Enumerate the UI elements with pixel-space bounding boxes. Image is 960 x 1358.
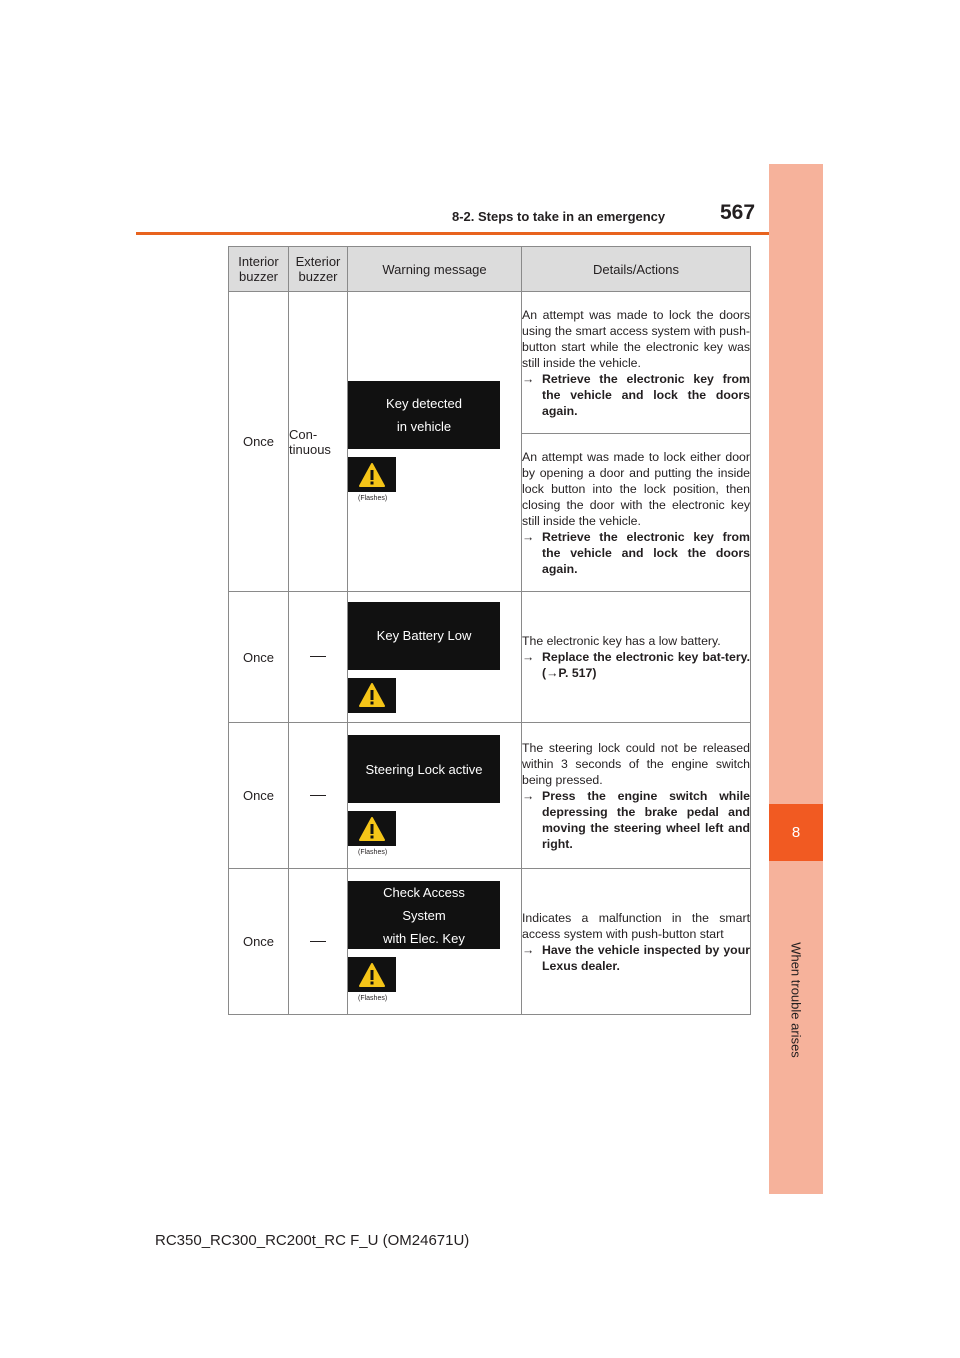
table-header-row [229,247,751,292]
action-line [522,529,750,577]
action-text: Retrieve the electronic key from the vehicle and lock the doors again. [542,529,750,576]
action-line [522,788,750,852]
details-cell [522,592,751,723]
details-text: An attempt was made to lock either door by opening a door and putting the inside lock button into the lock position, then closing the door with the electronic key still inside the vehicle. [522,449,750,528]
column-header-warning: Warning message [348,247,522,292]
warning-triangle-icon [348,678,396,713]
exterior-buzzer-cell [289,592,348,723]
arrow-icon: → [522,942,535,957]
arrow-icon: → [522,529,535,544]
exterior-buzzer-cell: Con-tinuous [289,292,348,592]
display-screen [348,381,500,449]
screen-text-line: Steering Lock active [365,761,483,777]
warning-table [228,246,751,1015]
action-text: Replace the electronic key bat-tery. (→P. 517) [542,650,750,680]
action-line [522,942,750,974]
arrow-icon: → [522,371,535,386]
interior-buzzer-cell: Once [229,292,289,592]
flashes-label: (Flashes) [358,995,388,1002]
details-text: An attempt was made to lock the doors using the smart access system with push-button start while the electronic key was still inside the vehicle. [522,307,750,370]
dash-mark [310,656,326,657]
header-divider [136,232,823,235]
section-header: 8-2. Steps to take in an emergency [452,209,666,224]
screen-text-line: in vehicle [396,419,452,434]
screen-text-line: with Elec. Key [383,930,465,946]
column-header-interior: Interior buzzer [229,247,289,292]
column-header-details: Details/Actions [522,247,751,292]
action-line [522,649,750,681]
interior-buzzer-cell: Once [229,723,289,869]
model-code-footer: RC350_RC300_RC200t_RC F_U (OM24671U) [155,1232,470,1249]
interior-buzzer-cell: Once [229,869,289,1015]
warning-triangle-icon [348,957,396,992]
dash-mark [310,795,326,796]
flashes-label: (Flashes) [358,495,388,502]
exterior-buzzer-cell [289,723,348,869]
table-row [229,592,751,723]
warning-message-cell [348,869,522,1015]
display-screen [348,881,500,949]
warning-message-cell [348,592,522,723]
screen-text-line: Key detected [386,396,462,411]
details-cell [522,869,751,1015]
chapter-title: When trouble arises [788,942,804,1058]
action-text: Press the engine switch while depressing the brake pedal and moving the steering wheel left and right. [542,788,750,851]
exterior-buzzer-cell [289,869,348,1015]
arrow-icon: → [522,650,535,664]
warning-message-cell [348,292,522,592]
table-row [229,869,751,1015]
flashes-label: (Flashes) [358,849,388,856]
warning-message-cell [348,723,522,869]
screen-text-line: Check Access [383,884,465,900]
action-text: Have the vehicle inspected by your Lexus dealer. [542,942,750,973]
details-text: Indicates a malfunction in the smart access system with push-button start [522,910,750,941]
display-screen [348,602,500,670]
details-cell [522,434,751,592]
warning-triangle-icon [348,811,396,846]
column-header-exterior: Exterior buzzer [289,247,348,292]
page-number: 567 [720,201,756,224]
screen-text-line: Key Battery Low [376,628,472,643]
warning-triangle-icon [348,457,396,492]
details-text: The electronic key has a low battery. [522,634,721,648]
table-row [229,723,751,869]
action-line [522,371,750,419]
arrow-icon: → [522,788,535,803]
details-cell [522,723,751,869]
dash-mark [310,941,326,942]
display-screen [348,735,500,803]
interior-buzzer-cell: Once [229,592,289,723]
action-text: Retrieve the electronic key from the vehicle and lock the doors again. [542,371,750,418]
table-row [229,292,751,434]
screen-text-line: System [402,907,446,923]
details-cell [522,292,751,434]
chapter-number-box: 8 [769,804,823,861]
details-text: The steering lock could not be released within 3 seconds of the engine switch being pressed. [522,740,750,787]
